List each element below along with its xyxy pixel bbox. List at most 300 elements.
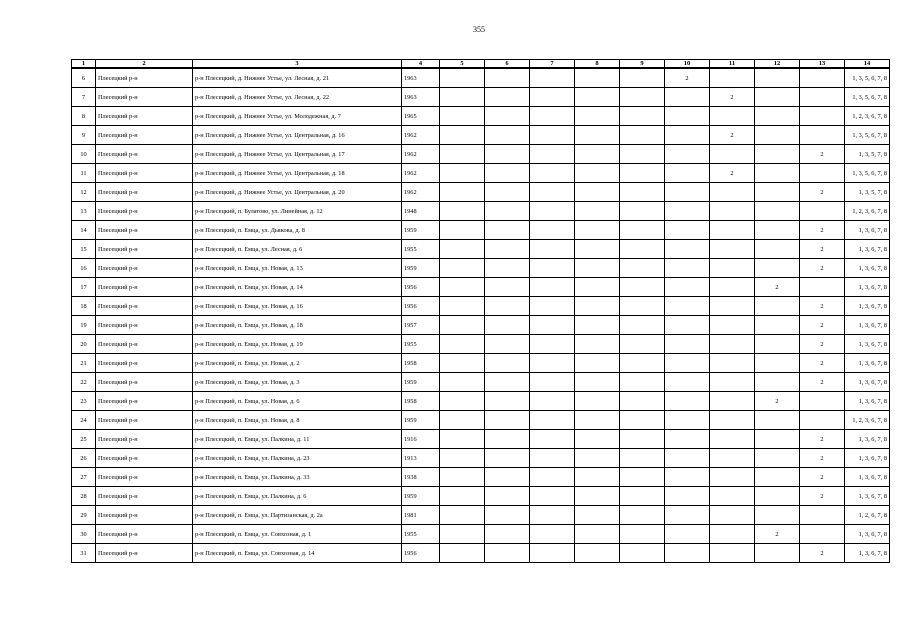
table-cell-col-11 (710, 354, 755, 373)
table-row (72, 373, 890, 392)
table-cell-col-7 (530, 449, 575, 468)
table-cell-col-6 (485, 316, 530, 335)
table-cell-col-1: 16 (72, 259, 96, 278)
table-cell-col-11 (710, 392, 755, 411)
table-cell-col-9 (620, 506, 665, 525)
table-cell-col-8 (575, 449, 620, 468)
table-row (72, 107, 890, 126)
table-cell-col-6 (485, 297, 530, 316)
table-cell-col-2: Плесецкий р-н (96, 88, 193, 107)
table-cell-col-5 (440, 411, 485, 430)
table-row (72, 278, 890, 297)
table-cell-col-7 (530, 259, 575, 278)
table-cell-col-6 (485, 468, 530, 487)
table-cell-col-1: 10 (72, 145, 96, 164)
table-cell-col-13 (800, 164, 845, 183)
table-cell-col-13: 2 (800, 221, 845, 240)
table-cell-col-10 (665, 221, 710, 240)
table-cell-col-11 (710, 411, 755, 430)
table-cell-col-13 (800, 202, 845, 221)
table-cell-col-11 (710, 202, 755, 221)
table-cell-col-14: 1, 3, 6, 7, 8 (845, 316, 890, 335)
table-cell-col-8 (575, 297, 620, 316)
table-cell-col-12 (755, 430, 800, 449)
table-cell-col-3: р-н Плесецкий, п. Емца, ул. Палкина, д. 33 (193, 468, 402, 487)
table-cell-col-6 (485, 544, 530, 563)
table-cell-col-7 (530, 430, 575, 449)
table-cell-col-9 (620, 183, 665, 202)
table-cell-col-6 (485, 88, 530, 107)
table-body (72, 68, 890, 563)
table-cell-col-9 (620, 316, 665, 335)
table-row (72, 544, 890, 563)
table-cell-col-8 (575, 259, 620, 278)
table-cell-col-8 (575, 544, 620, 563)
table-cell-col-14: 1, 2, 3, 6, 7, 8 (845, 107, 890, 126)
table-cell-col-9 (620, 544, 665, 563)
table-cell-col-7 (530, 544, 575, 563)
table-cell-col-13: 2 (800, 316, 845, 335)
table-cell-col-12 (755, 259, 800, 278)
table-cell-col-2: Плесецкий р-н (96, 221, 193, 240)
table-row (72, 449, 890, 468)
column-header-7: 7 (530, 60, 575, 69)
table-cell-col-13: 2 (800, 183, 845, 202)
table-cell-col-1: 20 (72, 335, 96, 354)
table-cell-col-3: р-н Плесецкий, п. Емца, ул. Новая, д. 13 (193, 259, 402, 278)
table-cell-col-5 (440, 68, 485, 88)
column-header-5: 5 (440, 60, 485, 69)
table-cell-col-10 (665, 278, 710, 297)
table-cell-col-10 (665, 335, 710, 354)
column-header-12: 12 (755, 60, 800, 69)
table-cell-col-2: Плесецкий р-н (96, 544, 193, 563)
table-cell-col-12 (755, 373, 800, 392)
table-cell-col-2: Плесецкий р-н (96, 297, 193, 316)
table-cell-col-1: 25 (72, 430, 96, 449)
table-cell-col-10 (665, 354, 710, 373)
table-cell-col-14: 1, 3, 5, 6, 7, 8 (845, 126, 890, 145)
column-header-13: 13 (800, 60, 845, 69)
table-cell-col-14: 1, 2, 3, 6, 7, 8 (845, 202, 890, 221)
table-cell-col-12 (755, 468, 800, 487)
table-cell-col-10 (665, 107, 710, 126)
table-cell-col-6 (485, 335, 530, 354)
table-cell-col-11: 2 (710, 126, 755, 145)
table-cell-col-10 (665, 316, 710, 335)
table-cell-col-4: 1959 (402, 221, 440, 240)
table-cell-col-7 (530, 525, 575, 544)
table-cell-col-12: 2 (755, 525, 800, 544)
table-cell-col-9 (620, 221, 665, 240)
table-cell-col-2: Плесецкий р-н (96, 449, 193, 468)
table-cell-col-5 (440, 525, 485, 544)
table-cell-col-14: 1, 3, 6, 7, 8 (845, 525, 890, 544)
table-cell-col-7 (530, 278, 575, 297)
table-cell-col-2: Плесецкий р-н (96, 354, 193, 373)
table-cell-col-4: 1962 (402, 126, 440, 145)
table-cell-col-8 (575, 68, 620, 88)
table-cell-col-5 (440, 145, 485, 164)
table-cell-col-11 (710, 316, 755, 335)
table-row (72, 354, 890, 373)
table-cell-col-4: 1916 (402, 430, 440, 449)
table-cell-col-14: 1, 3, 6, 7, 8 (845, 392, 890, 411)
table-cell-col-5 (440, 221, 485, 240)
table-cell-col-13: 2 (800, 373, 845, 392)
table-row (72, 221, 890, 240)
table-cell-col-6 (485, 221, 530, 240)
table-cell-col-5 (440, 449, 485, 468)
column-header-11: 11 (710, 60, 755, 69)
table-cell-col-8 (575, 468, 620, 487)
table-cell-col-3: р-н Плесецкий, д. Нижнее Устье, ул. Лесная, д. 22 (193, 88, 402, 107)
table-cell-col-3: р-н Плесецкий, п. Емца, ул. Новая, д. 16 (193, 297, 402, 316)
table-cell-col-6 (485, 107, 530, 126)
table-cell-col-2: Плесецкий р-н (96, 430, 193, 449)
table-cell-col-8 (575, 126, 620, 145)
table-cell-col-6 (485, 164, 530, 183)
table-cell-col-12 (755, 544, 800, 563)
table-cell-col-1: 26 (72, 449, 96, 468)
table-cell-col-11 (710, 183, 755, 202)
table-cell-col-5 (440, 259, 485, 278)
housing-registry-table (71, 59, 890, 563)
table-cell-col-3: р-н Плесецкий, д. Нижнее Устье, ул. Молодежная, д. 7 (193, 107, 402, 126)
table-cell-col-7 (530, 297, 575, 316)
table-cell-col-12 (755, 126, 800, 145)
table-cell-col-10 (665, 126, 710, 145)
table-cell-col-2: Плесецкий р-н (96, 278, 193, 297)
table-cell-col-2: Плесецкий р-н (96, 202, 193, 221)
table-cell-col-2: Плесецкий р-н (96, 240, 193, 259)
table-cell-col-8 (575, 354, 620, 373)
table-cell-col-9 (620, 487, 665, 506)
table-cell-col-5 (440, 88, 485, 107)
table-cell-col-10 (665, 487, 710, 506)
table-cell-col-10 (665, 240, 710, 259)
table-cell-col-8 (575, 221, 620, 240)
table-cell-col-5 (440, 430, 485, 449)
table-cell-col-1: 30 (72, 525, 96, 544)
table-cell-col-7 (530, 411, 575, 430)
table-cell-col-5 (440, 202, 485, 221)
column-header-2: 2 (96, 60, 193, 69)
table-row (72, 240, 890, 259)
table-cell-col-11 (710, 335, 755, 354)
table-cell-col-13: 2 (800, 449, 845, 468)
table-cell-col-11 (710, 145, 755, 164)
table-cell-col-3: р-н Плесецкий, д. Нижнее Устье, ул. Центральная, д. 20 (193, 183, 402, 202)
table-cell-col-9 (620, 202, 665, 221)
table-cell-col-3: р-н Плесецкий, п. Емца, ул. Новая, д. 8 (193, 411, 402, 430)
table-row (72, 183, 890, 202)
table-cell-col-7 (530, 487, 575, 506)
table-cell-col-14: 1, 2, 6, 7, 8 (845, 506, 890, 525)
table-cell-col-6 (485, 202, 530, 221)
table-row (72, 335, 890, 354)
table-cell-col-10 (665, 392, 710, 411)
table-cell-col-3: р-н Плесецкий, п. Емца, ул. Партизанская, д. 2а (193, 506, 402, 525)
table-row (72, 88, 890, 107)
table-cell-col-4: 1948 (402, 202, 440, 221)
table-cell-col-14: 1, 3, 6, 7, 8 (845, 278, 890, 297)
table-cell-col-2: Плесецкий р-н (96, 68, 193, 88)
table-row (72, 411, 890, 430)
table-cell-col-7 (530, 145, 575, 164)
table-cell-col-5 (440, 278, 485, 297)
table-cell-col-3: р-н Плесецкий, п. Емца, ул. Новая, д. 3 (193, 373, 402, 392)
table-cell-col-11 (710, 373, 755, 392)
table-cell-col-7 (530, 202, 575, 221)
table-cell-col-14: 1, 3, 6, 7, 8 (845, 297, 890, 316)
page-number: 355 (473, 25, 485, 34)
table-cell-col-10 (665, 297, 710, 316)
table-cell-col-6 (485, 430, 530, 449)
table-cell-col-5 (440, 373, 485, 392)
table-cell-col-9 (620, 259, 665, 278)
table-cell-col-5 (440, 164, 485, 183)
table-cell-col-11 (710, 544, 755, 563)
table-cell-col-12 (755, 164, 800, 183)
table-cell-col-4: 1955 (402, 240, 440, 259)
table-cell-col-6 (485, 278, 530, 297)
table-cell-col-4: 1958 (402, 392, 440, 411)
table-cell-col-13 (800, 88, 845, 107)
table-cell-col-4: 1965 (402, 107, 440, 126)
table-cell-col-8 (575, 145, 620, 164)
table-cell-col-5 (440, 297, 485, 316)
table-cell-col-14: 1, 3, 6, 7, 8 (845, 221, 890, 240)
table-cell-col-8 (575, 430, 620, 449)
table-cell-col-10 (665, 145, 710, 164)
table-cell-col-11 (710, 278, 755, 297)
table-cell-col-4: 1957 (402, 316, 440, 335)
table-cell-col-12 (755, 145, 800, 164)
table-cell-col-9 (620, 145, 665, 164)
table-cell-col-7 (530, 506, 575, 525)
table-cell-col-8 (575, 411, 620, 430)
table-cell-col-8 (575, 202, 620, 221)
table-cell-col-8 (575, 506, 620, 525)
column-header-8: 8 (575, 60, 620, 69)
table-cell-col-7 (530, 316, 575, 335)
table-cell-col-1: 8 (72, 107, 96, 126)
table-cell-col-7 (530, 88, 575, 107)
table-cell-col-5 (440, 487, 485, 506)
table-cell-col-13 (800, 411, 845, 430)
table-cell-col-7 (530, 68, 575, 88)
table-cell-col-8 (575, 278, 620, 297)
table-cell-col-6 (485, 411, 530, 430)
table-cell-col-8 (575, 487, 620, 506)
table-cell-col-6 (485, 449, 530, 468)
table-cell-col-13: 2 (800, 430, 845, 449)
table-cell-col-8 (575, 88, 620, 107)
table-cell-col-12 (755, 68, 800, 88)
table-cell-col-13 (800, 278, 845, 297)
table-cell-col-11 (710, 430, 755, 449)
table-cell-col-11: 2 (710, 164, 755, 183)
table-cell-col-5 (440, 240, 485, 259)
table-cell-col-13 (800, 525, 845, 544)
table-cell-col-11: 2 (710, 88, 755, 107)
table-cell-col-6 (485, 506, 530, 525)
table-cell-col-13: 2 (800, 354, 845, 373)
table-cell-col-10 (665, 373, 710, 392)
table-cell-col-7 (530, 164, 575, 183)
table-cell-col-9 (620, 126, 665, 145)
table-cell-col-7 (530, 392, 575, 411)
table-row (72, 202, 890, 221)
table-cell-col-6 (485, 145, 530, 164)
table-cell-col-1: 18 (72, 297, 96, 316)
table-cell-col-9 (620, 449, 665, 468)
table-cell-col-10 (665, 544, 710, 563)
table-cell-col-10 (665, 202, 710, 221)
table-cell-col-2: Плесецкий р-н (96, 316, 193, 335)
table-cell-col-8 (575, 525, 620, 544)
table-cell-col-12 (755, 487, 800, 506)
table-cell-col-11 (710, 487, 755, 506)
column-header-3: 3 (193, 60, 402, 69)
table-cell-col-10 (665, 468, 710, 487)
table-cell-col-14: 1, 3, 5, 6, 7, 8 (845, 68, 890, 88)
table-cell-col-5 (440, 316, 485, 335)
table-cell-col-12 (755, 183, 800, 202)
table-cell-col-5 (440, 544, 485, 563)
table-cell-col-9 (620, 373, 665, 392)
table-cell-col-3: р-н Плесецкий, п. Емца, ул. Лесная, д. 6 (193, 240, 402, 259)
table-cell-col-3: р-н Плесецкий, п. Емца, ул. Новая, д. 6 (193, 392, 402, 411)
table-cell-col-14: 1, 3, 6, 7, 8 (845, 468, 890, 487)
table-cell-col-1: 31 (72, 544, 96, 563)
table-cell-col-14: 1, 3, 6, 7, 8 (845, 373, 890, 392)
table-cell-col-13: 2 (800, 240, 845, 259)
table-cell-col-4: 1913 (402, 449, 440, 468)
table-cell-col-5 (440, 392, 485, 411)
table-cell-col-3: р-н Плесецкий, п. Емца, ул. Палкина, д. 23 (193, 449, 402, 468)
table-cell-col-7 (530, 240, 575, 259)
table-cell-col-10 (665, 449, 710, 468)
table-cell-col-3: р-н Плесецкий, п. Емца, ул. Новая, д. 14 (193, 278, 402, 297)
table-cell-col-13: 2 (800, 297, 845, 316)
table-cell-col-3: р-н Плесецкий, п. Емца, ул. Новая, д. 18 (193, 316, 402, 335)
table-cell-col-14: 1, 3, 5, 7, 8 (845, 145, 890, 164)
table-cell-col-1: 29 (72, 506, 96, 525)
table-cell-col-2: Плесецкий р-н (96, 259, 193, 278)
table-cell-col-10: 2 (665, 68, 710, 88)
table-cell-col-6 (485, 68, 530, 88)
table-row (72, 525, 890, 544)
table-row (72, 164, 890, 183)
table-cell-col-3: р-н Плесецкий, д. Нижнее Устье, ул. Лесная, д. 21 (193, 68, 402, 88)
table-row (72, 68, 890, 88)
table-cell-col-3: р-н Плесецкий, п. Булатово, ул. Линейная, д. 12 (193, 202, 402, 221)
table-cell-col-7 (530, 335, 575, 354)
table-cell-col-11 (710, 525, 755, 544)
table-cell-col-12 (755, 297, 800, 316)
table-cell-col-14: 1, 2, 3, 6, 7, 8 (845, 411, 890, 430)
table-cell-col-5 (440, 183, 485, 202)
table-cell-col-9 (620, 164, 665, 183)
table-cell-col-13: 2 (800, 145, 845, 164)
column-header-4: 4 (402, 60, 440, 69)
table-cell-col-9 (620, 88, 665, 107)
table-cell-col-4: 1956 (402, 297, 440, 316)
table-cell-col-4: 1962 (402, 145, 440, 164)
table-cell-col-8 (575, 392, 620, 411)
table-cell-col-4: 1959 (402, 259, 440, 278)
table-cell-col-6 (485, 487, 530, 506)
table-cell-col-10 (665, 88, 710, 107)
table-cell-col-14: 1, 3, 6, 7, 8 (845, 259, 890, 278)
table-cell-col-14: 1, 3, 6, 7, 8 (845, 544, 890, 563)
table-cell-col-2: Плесецкий р-н (96, 487, 193, 506)
column-header-10: 10 (665, 60, 710, 69)
table-cell-col-3: р-н Плесецкий, п. Емца, ул. Дьякова, д. 8 (193, 221, 402, 240)
table-cell-col-9 (620, 411, 665, 430)
table-cell-col-3: р-н Плесецкий, п. Емца, ул. Совхозная, д. 1 (193, 525, 402, 544)
table-cell-col-2: Плесецкий р-н (96, 183, 193, 202)
table-cell-col-14: 1, 3, 6, 7, 8 (845, 354, 890, 373)
table-cell-col-3: р-н Плесецкий, п. Емца, ул. Новая, д. 2 (193, 354, 402, 373)
table-cell-col-13 (800, 68, 845, 88)
column-header-14: 14 (845, 60, 890, 69)
table-cell-col-9 (620, 354, 665, 373)
table-row (72, 487, 890, 506)
table-cell-col-7 (530, 126, 575, 145)
table-cell-col-2: Плесецкий р-н (96, 107, 193, 126)
table-row (72, 259, 890, 278)
table-cell-col-7 (530, 373, 575, 392)
table-row (72, 506, 890, 525)
table-cell-col-1: 28 (72, 487, 96, 506)
table-cell-col-2: Плесецкий р-н (96, 164, 193, 183)
table-cell-col-5 (440, 354, 485, 373)
table-cell-col-12: 2 (755, 278, 800, 297)
table-cell-col-11 (710, 221, 755, 240)
table-cell-col-12 (755, 202, 800, 221)
table-cell-col-12 (755, 221, 800, 240)
table-cell-col-1: 12 (72, 183, 96, 202)
table-cell-col-1: 27 (72, 468, 96, 487)
table-cell-col-9 (620, 240, 665, 259)
table-row (72, 145, 890, 164)
table-cell-col-6 (485, 240, 530, 259)
table-cell-col-2: Плесецкий р-н (96, 525, 193, 544)
table-cell-col-1: 7 (72, 88, 96, 107)
table-cell-col-12 (755, 506, 800, 525)
table-cell-col-11 (710, 107, 755, 126)
table-cell-col-9 (620, 107, 665, 126)
table-cell-col-7 (530, 221, 575, 240)
table-cell-col-5 (440, 126, 485, 145)
table-cell-col-10 (665, 259, 710, 278)
table-cell-col-4: 1959 (402, 411, 440, 430)
table-cell-col-3: р-н Плесецкий, д. Нижнее Устье, ул. Центральная, д. 17 (193, 145, 402, 164)
table-cell-col-12 (755, 354, 800, 373)
table-cell-col-1: 24 (72, 411, 96, 430)
table-cell-col-10 (665, 183, 710, 202)
table-cell-col-4: 1962 (402, 183, 440, 202)
table-cell-col-12 (755, 411, 800, 430)
table-cell-col-13 (800, 126, 845, 145)
table-cell-col-8 (575, 107, 620, 126)
table-cell-col-1: 23 (72, 392, 96, 411)
table-cell-col-3: р-н Плесецкий, п. Емца, ул. Совхозная, д. 14 (193, 544, 402, 563)
table-cell-col-3: р-н Плесецкий, д. Нижнее Устье, ул. Центральная, д. 18 (193, 164, 402, 183)
